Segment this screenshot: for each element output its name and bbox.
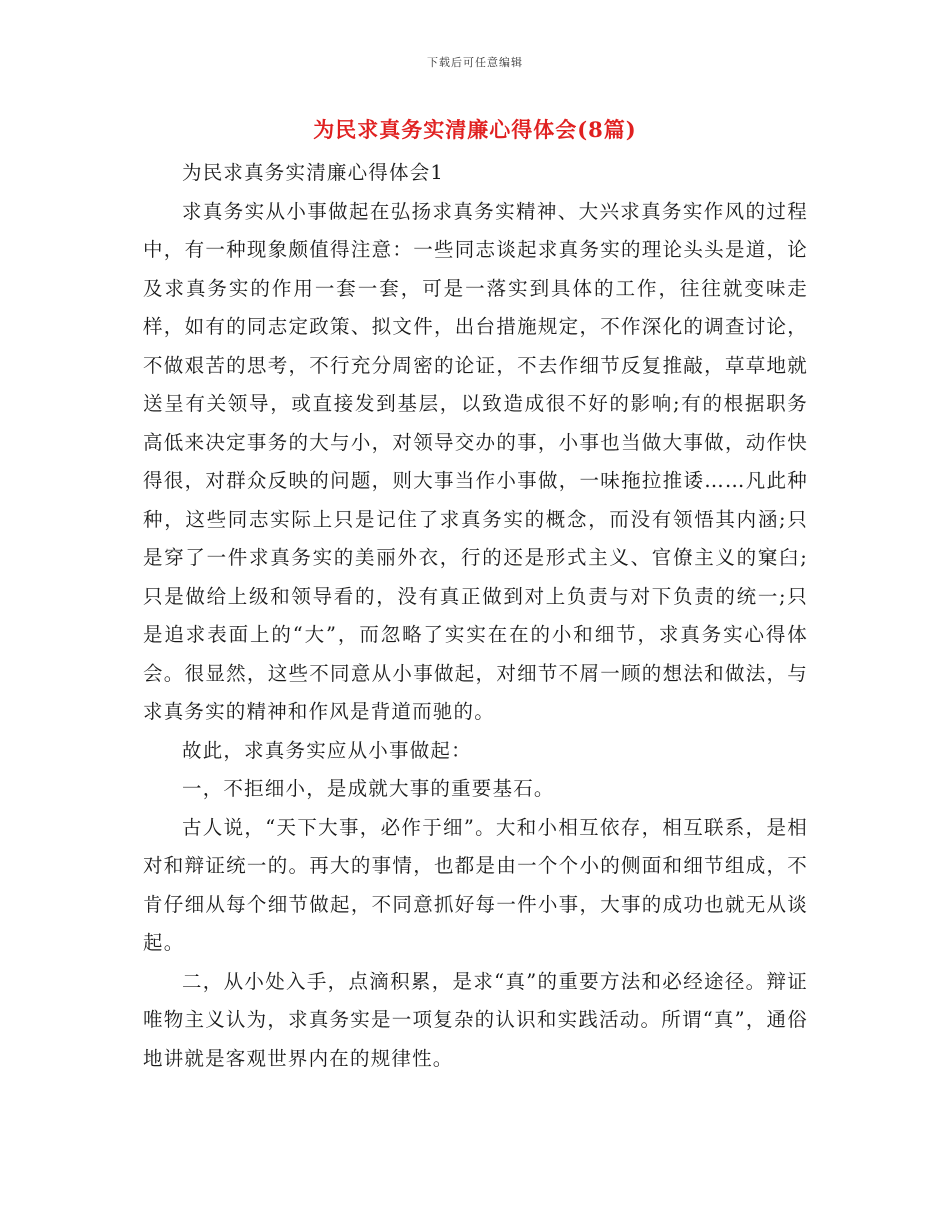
paragraph-subtitle: 为民求真务实清廉心得体会1 [182,161,445,184]
document-body [143,154,808,1078]
paragraph: 一，不拒细小，是成就大事的重要基石。 [182,777,555,800]
paragraph: 故此，求真务实应从小事做起： [182,738,472,762]
header-note: 下载后可任意编辑 [427,56,523,69]
paragraph: 二，从小处入手，点滴积累，是求“真”的重要方法和必经途径。辩证唯物主义认为，求真务实是一项复杂的认识和实践活动。所谓“真”，通俗地讲就是客观世界内在的规律性。 [143,969,808,1070]
paragraph: 古人说，“天下大事，必作于细”。大和小相互依存，相互联系，是相对和辩证统一的。再大的事情，也都是由一个个小的侧面和细节组成，不肯仔细从每个细节做起，不同意抓好每一件小事，大事的成功也就无从谈起。 [143,815,808,954]
paragraph: 求真务实从小事做起在弘扬求真务实精神、大兴求真务实作风的过程中，有一种现象颇值得注意：一些同志谈起求真务实的理论头头是道，论及求真务实的作用一套一套，可是一落实到具体的工作，往往就变味走样，如有的同志定政策、拟文件，出台措施规定，不作深化的调查讨论，不做艰苦的思考，不行充分周密的论证，不去作细节反复推敲，草草地就送呈有关领导，或直接发到基层，以致造成很不好的影响;有的根据职务高低来决定事务的大与小，对领导交办的事，小事也当做大事做，动作快得很，对群众反映的问题，则大事当作小事做，一味拖拉推诿……凡此种种，这些同志实际上只是记住了求真务实的概念，而没有领悟其内涵;只是穿了一件求真务实的美丽外衣，行的还是形式主义、官僚主义的窠臼;只是做给上级和领导看的，没有真正做到对上负责与对下负责的统一;只是追求表面上的“大”，而忽略了实实在在的小和细节，求真务实心得体会。很显然，这些不同意从小事做起，对细节不屑一顾的想法和做法，与求真务实的精神和作风是背道而驰的。 [143,199,808,723]
document-title: 为民求真务实清廉心得体会(8篇) [313,117,637,142]
